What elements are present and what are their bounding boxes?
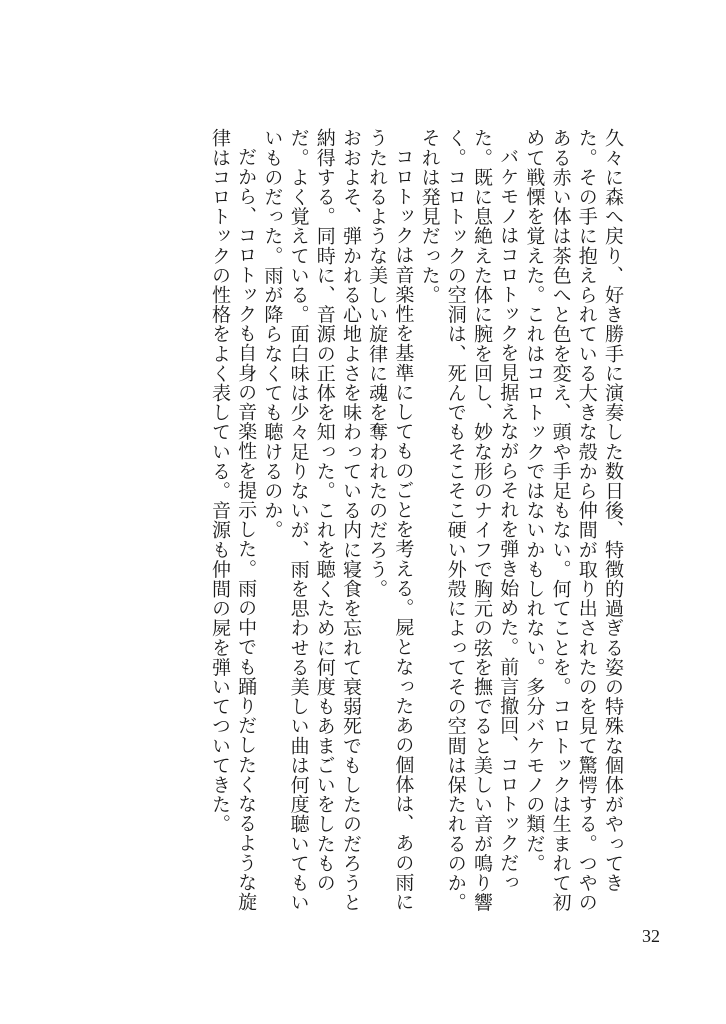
paragraph-5: だから、コロトックも自身の音楽性を提示した。雨の中でも踊りだしたくなるような旋律はコロトックの性格をよく表している。音源も仲間の屍を弾いてついてきた。	[208, 128, 258, 912]
paragraph-1: 久々に森へ戻り、好き勝手に演奏した数日後、特徴的過ぎる姿の特殊な個体がやってきた。その手に抱えられている大きな殻から仲間が取り出されたのを見て驚愕する。つやのある赤い体は茶色へと色を変え、頭や手足もない。何てことを。コロトックは生まれて初めて戦慄を覚えた。これはコロトックではないかもしれない。多分バケモノの類だ。	[523, 128, 624, 912]
paragraph-2: バケモノはコロトックを見据えながらそれを弾き始めた。前言撤回、コロトックだった。既に息絶えた体に腕を回し、妙な形のナイフで胸元の弦を撫でると美しい音が鳴り響く。コロトックの空洞は、死んでもそこそこ硬い外殻によってその空間は保たれるのか。それは発見だった。	[418, 128, 520, 912]
page-number: 32	[642, 926, 660, 946]
paragraph-4: おおよそ、弾かれる心地よさを味わっている内に寝食を忘れて衰弱死でもしたのだろうと納得する。同時に、音源の正体を知った。これを聴くために何度もあまごいをしたものだ。よく覚えている。面白味は少々足りないが、雨を思わせる美しい曲は何度聴いてもいいものだった。雨が降らなくても聴けるのか。	[261, 128, 362, 912]
paragraph-3: コロトックは音楽性を基準にしてものごとを考える。屍となったあの個体は、あの雨にうたれるような美しい旋律に魂を奪われたのだろう。	[366, 128, 415, 912]
vertical-text-body	[207, 128, 626, 918]
